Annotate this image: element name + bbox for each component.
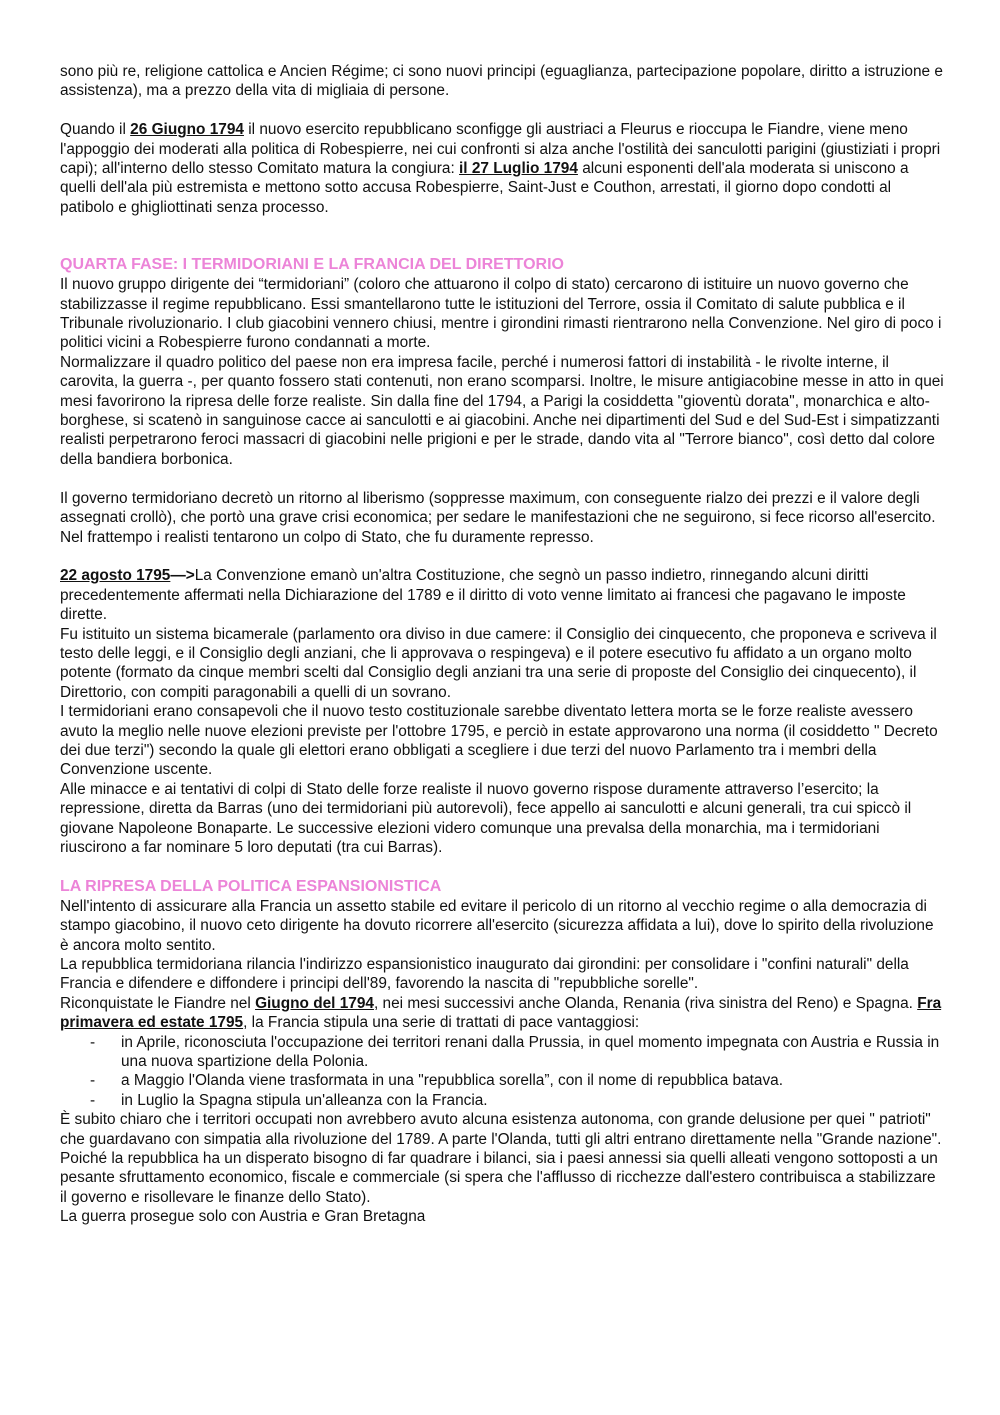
text-run: alcuni esponenti dell'ala moderata si uniscono a quelli dell'ala più estremista e mettono sotto accusa Robespierre, Saint-Just e Couthon, arrestati, il giorno dopo condotti al patibolo e ghigliottinati senza processo. (60, 160, 909, 216)
paragraph: La guerra prosegue solo con Austria e Gran Bretagna (60, 1208, 426, 1226)
list-item (60, 1033, 945, 1072)
paragraph: Normalizzare il quadro politico del paese non era impresa facile, perché i numerosi fattori di instabilità - le rivolte interne, il carovita, la guerra -, per quanto fossero stati contenuti, non erano scomparsi. Inoltre, le misure antigiacobine messe in atto in quei mesi favorirono la ripresa delle forze realiste. Sin dalla fine del 1794, a Parigi la cosiddetta "gioventù dorata", monarchica e alto-borghese, si scatenò in sanguinose cacce ai sanculotti e ai giacobini. Anche nei dipartimenti del Sud e del Sud-Est i simpatizzanti realisti perpetrarono feroci massacri di giacobini nelle prigioni e per le strade, dando vita al "Terrore bianco", così detto dal colore della bandiera borbonica. (60, 353, 944, 468)
arrow-icon: —> (170, 567, 195, 585)
text-run: il nuovo esercito repubblicano sconfigge gli austriaci a Fleurus e rioccupa le Fiandre, viene meno l'appoggio dei moderati alla politica di Robespierre, nei cui confronti si alza anche l'ostilità dei sanculotti parigini (giustiziati i propri capi); all'interno dello stesso Comitato matura la congiura: (60, 121, 941, 178)
spacer (60, 469, 945, 488)
section-heading-quarta-fase: QUARTA FASE: I TERMIDORIANI E LA FRANCIA DEL DIRETTORIO (60, 256, 564, 274)
spacer (60, 547, 945, 566)
paragraph: Alle minacce e ai tentativi di colpi di Stato delle forze realiste il nuovo governo rispose duramente attraverso l’esercito; la repressione, diretta da Barras (uno dei termidoriani più autorevoli), fece appello ai sanculotti e alcuni generali, tra cui spiccò il giovane Napoleone Bonaparte. Le successive elezioni videro comunque una prevalsa della monarchia, ma i termidoriani riuscirono a far nominare 5 loro deputati (tra cui Barras). (60, 780, 912, 856)
dash-bullet-icon: - (90, 1033, 96, 1051)
list-item-text: in Luglio la Spagna stipula un'alleanza con la Francia. (121, 1091, 488, 1109)
paragraph: Fu istituito un sistema bicamerale (parlamento ora diviso in due camere: il Consiglio dei cinquecento, che proponeva e scriveva il testo delle leggi, e il Consiglio degli anziani, che li approvava o respingeva) e il potere esecutivo fu affidato a un organo molto potente (formato da cinque membri scelti dal Consiglio degli anziani tra una serie di proposte del Consiglio dei cinquecento), il Direttorio, con compiti paragonabili a quelli di un sovrano. (60, 625, 937, 701)
paragraph: Il governo termidoriano decretò un ritorno al liberismo (soppresse maximum, con conseguente rialzo dei prezzi e il valore degli assegnati crollò), che portò una grave crisi economica; per sedare le manifestazioni che ne seguirono, si fece ricorso all'esercito. Nel frattempo i realisti tentarono un colpo di Stato, che fu duramente represso. (60, 489, 936, 546)
dash-bullet-icon: - (90, 1091, 96, 1109)
list-item-text: in Aprile, riconosciuta l'occupazione dei territori renani dalla Prussia, in quel momento impegnata con Austria e Russia in una nuova spartizione della Polonia. (121, 1033, 940, 1071)
spacer (60, 857, 945, 876)
date-highlight: Fra primavera ed estate 1795 (60, 994, 942, 1032)
text-run: , la Francia stipula una serie di trattati di pace vantaggiosi: (243, 1014, 640, 1032)
treaties-list (60, 1033, 945, 1111)
text-run: Quando il (60, 121, 131, 139)
text-run: La Convenzione emanò un'altra Costituzione, che segnò un passo indietro, rinnegando alcuni diritti precedentemente affermati nella Dichiarazione del 1789 e il diritto di voto venne limitato ai francesi che pagavano le imposte dirette. (60, 567, 906, 624)
paragraph: È subito chiaro che i territori occupati non avrebbero avuto alcuna esistenza autonoma, con grande delusione per quei " patrioti" che guardavano con simpatia alla rivoluzione del 1789. A parte l'Olanda, tutti gli altri entrano direttamente nella "Grande nazione". Poiché la repubblica ha un disperato bisogno di far quadrare i bilanci, sia i paesi annessi sia quelli alleati vengono sottoposti a un pesante sfruttamento economico, fiscale e commerciale (si spera che l'afflusso di ricchezze dall'estero contribuisca a stabilizzare il governo e risollevare le finanze dello Stato). (60, 1111, 942, 1206)
intro-paragraph-2 (60, 120, 945, 217)
list-item (60, 1071, 945, 1090)
section-heading-politica-espansionistica: LA RIPRESA DELLA POLITICA ESPANSIONISTICA (60, 877, 442, 895)
dash-bullet-icon: - (90, 1072, 96, 1090)
list-item-text: a Maggio l'Olanda viene trasformata in una "repubblica sorella”, con il nome di repubblica batava. (121, 1072, 784, 1090)
spacer (60, 217, 945, 255)
paragraph: I termidoriani erano consapevoli che il nuovo testo costituzionale sarebbe diventato lettera morta se le forze realiste avessero avuto la meglio nelle nuove elezioni previste per l'ottobre 1795, e perciò in estate approvarono una norma (il cosiddetto " Decreto dei due terzi") secondo la quale gli elettori erano obbligati a scegliere i due terzi del nuovo Parlamento tra i membri della Convenzione uscente. (60, 703, 938, 779)
text-run: Riconquistate le Fiandre nel (60, 994, 256, 1012)
date-highlight: 22 agosto 1795 (60, 567, 171, 585)
paragraph-treaties-intro (60, 994, 945, 1033)
date-highlight: Giugno del 1794 (255, 994, 374, 1012)
document-page (60, 62, 945, 1227)
paragraph-constitution-1795 (60, 566, 945, 624)
date-highlight: il 27 Luglio 1794 (459, 160, 578, 178)
paragraph: Nell'intento di assicurare alla Francia un assetto stabile ed evitare il pericolo di un ritorno al vecchio regime o alla democrazia di stampo giacobino, il nuovo ceto dirigente ha dovuto ricorrere all'esercito (sicurezza affidata a lui), dove lo spirito della rivoluzione è ancora molto sentito. (60, 897, 934, 954)
paragraph: La repubblica termidoriana rilancia l'indirizzo espansionistico inaugurato dai girondini: per consolidare i "confini naturali" della Francia e difendere e diffondere i principi dell'89, favorendo la nascita di "repubbliche sorelle". (60, 956, 909, 993)
intro-paragraph-1: sono più re, religione cattolica e Ancien Régime; ci sono nuovi principi (eguaglianza, partecipazione popolare, diritto a istruzione e assistenza), ma a prezzo della vita di migliaia di persone. (60, 63, 943, 100)
list-item (60, 1091, 945, 1110)
date-highlight: 26 Giugno 1794 (130, 121, 244, 139)
text-run: , nei mesi successivi anche Olanda, Renania (riva sinistra del Reno) e Spagna. (373, 994, 918, 1012)
spacer (60, 101, 945, 120)
paragraph: Il nuovo gruppo dirigente dei “termidoriani” (coloro che attuarono il colpo di stato) cercarono di istituire un nuovo governo che stabilizzasse il regime repubblicano. Essi smantellarono tutte le istituzioni del Terrore, ossia il Comitato di salute pubblica e il Tribunale rivoluzionario. I club giacobini vennero chiusi, mentre i girondini rimasti rientrarono nella Convenzione. Nel giro di poco i politici vicini a Robespierre furono condannati a morte. (60, 276, 942, 352)
